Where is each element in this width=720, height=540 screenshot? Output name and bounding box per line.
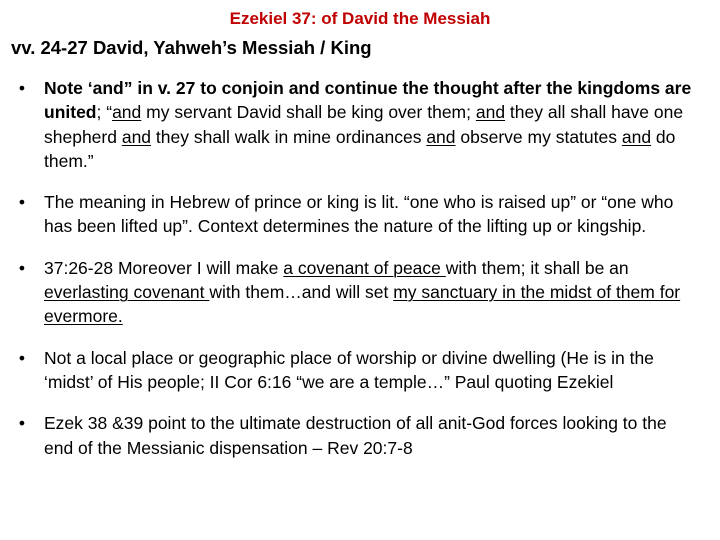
bullet-text: with them; it shall be an: [445, 257, 629, 278]
underlined-phrase: everlasting covenant: [44, 282, 210, 303]
underlined-and: and: [621, 126, 652, 147]
underlined-and: and: [121, 126, 152, 147]
bullet-text: Not a local place or geographic place of worship or divine dwelling (He is in the ‘midst’ of His people; II Cor 6:16 “we are a temple…” Paul quoting Ezekiel: [44, 347, 654, 392]
bullet-item-hebrew-meaning: [14, 190, 694, 239]
bullet-text: observe my statutes: [455, 126, 622, 147]
bullet-dot-icon: •: [18, 78, 26, 98]
bullet-text: my servant David shall be king over them;: [141, 102, 476, 123]
bullet-text: they all shall have one shepherd: [44, 102, 684, 147]
bullet-dot-icon: •: [18, 413, 26, 434]
bullet-text: ; “: [96, 102, 113, 123]
bullet-dot-icon: •: [18, 192, 26, 213]
bullet-text-emphasis: Note ‘and” in v. 27 to conjoin and continue the thought after the kingdoms are united: [44, 78, 692, 123]
bullet-dot-icon: •: [18, 257, 26, 278]
bullet-dot-icon: •: [18, 347, 26, 368]
underlined-phrase: a covenant of peace: [283, 257, 446, 278]
bullet-item-and-conjunction: [14, 76, 694, 173]
slide-subtitle: vv. 24-27 David, Yahweh’s Messiah / King: [11, 37, 372, 58]
underlined-and: and: [426, 126, 456, 147]
underlined-and: and: [475, 102, 506, 123]
bullet-item-not-local-place: [14, 346, 694, 395]
underlined-phrase: my sanctuary in the midst of them for evermore.: [44, 282, 681, 327]
bullet-text: 37:26-28 Moreover I will make: [44, 257, 284, 278]
bullet-text: do them.”: [44, 126, 676, 171]
bullet-text: Ezek 38 &39 point to the ultimate destruction of all anit-God forces looking to the end of the Messianic dispensation – Rev 20:7-8: [44, 413, 667, 458]
bullet-item-ezek-38-39: [14, 411, 694, 460]
underlined-and: and: [112, 102, 142, 123]
bullet-list: [14, 76, 694, 460]
bullet-text: they shall walk in mine ordinances: [151, 126, 427, 147]
bullet-text: with them…and will set: [209, 282, 394, 303]
slide-title: Ezekiel 37: of David the Messiah: [229, 9, 491, 28]
bullet-item-covenant-of-peace: [14, 256, 694, 329]
bullet-text: The meaning in Hebrew of prince or king is lit. “one who is raised up” or “one who has been lifted up”. Context determines the nature of the lifting up or kingship.: [44, 192, 674, 237]
